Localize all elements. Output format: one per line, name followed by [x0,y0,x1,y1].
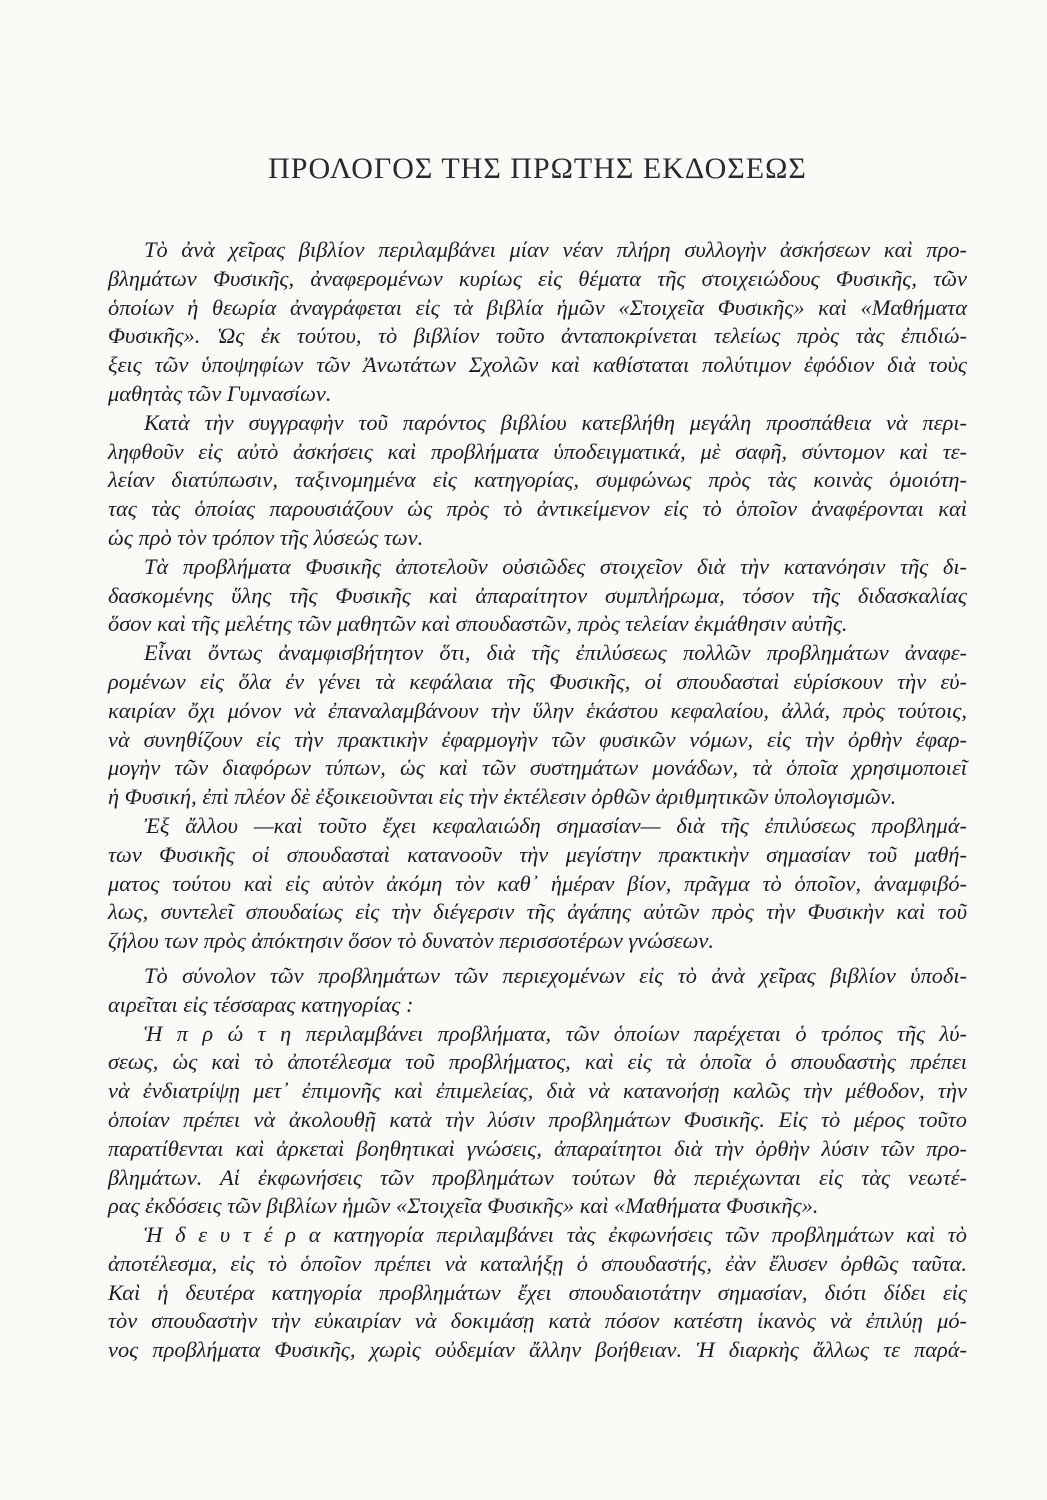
paragraph-line: σεως, ὡς καὶ τὸ ἀποτέλεσμα τοῦ προβλήματος, καὶ εἰς τὰ ὁποῖα ὁ σπουδαστὴς πρέπει [108,1049,967,1075]
paragraph-line: ἀποτέλεσμα, εἰς τὸ ὁποῖον πρέπει νὰ καταλήξῃ ὁ σπουδαστής, ἐὰν ἔλυσεν ὀρθῶς ταῦτα. [108,1250,967,1276]
paragraph [108,409,967,553]
paragraph-line: Ἐξ ἄλλου —καὶ τοῦτο ἔχει κεφαλαιώδη σημασίαν— διὰ τῆς ἐπιλύσεως προβλημά- [144,812,967,838]
paragraph-line: τας τὰς ὁποίας παρουσιάζουν ὡς πρὸς τὸ ἀντικείμενον εἰς τὸ ὁποῖον ἀναφέρονται καὶ [108,496,967,522]
paragraph [108,639,967,812]
paragraph-line: νος προβλήματα Φυσικῆς, χωρὶς οὐδεμίαν ἄλλην βοήθειαν. Ἡ διαρκὴς ἄλλως τε παρά- [108,1337,967,1363]
paragraph-line: ρας ἐκδόσεις τῶν βιβλίων ἡμῶν «Στοιχεῖα Φυσικῆς» καὶ «Μαθήματα Φυσικῆς». [108,1193,819,1219]
page-title: ΠΡΟΛΟΓΟΣ ΤΗΣ ΠΡΩΤΗΣ ΕΚΔΟΣΕΩΣ [268,152,807,185]
paragraph-line: Τὸ ἀνὰ χεῖρας βιβλίον περιλαμβάνει μίαν νέαν πλήρη συλλογὴν ἀσκήσεων καὶ προ- [144,237,967,262]
paragraph-line: Εἶναι ὄντως ἀναμφισβήτητον ὅτι, διὰ τῆς ἐπιλύσεως πολλῶν προβλημάτων ἀναφε- [144,640,967,666]
paragraph-line: τὸν σπουδαστὴν τὴν εὐκαιρίαν νὰ δοκιμάσῃ κατὰ πόσον κατέστη ἱκανὸς νὰ ἐπιλύῃ μό- [108,1308,967,1334]
paragraph [108,553,967,639]
paragraph-line: νὰ συνηθίζουν εἰς τὴν πρακτικὴν ἐφαρμογὴν τῶν φυσικῶν νόμων, εἰς τὴν ὀρθὴν ἐφαρ- [108,726,967,752]
paragraph-line: μογὴν τῶν διαφόρων τύπων, ὡς καὶ τῶν συστημάτων μονάδων, τὰ ὁποῖα χρησιμοποιεῖ [108,755,967,781]
paragraph [108,1221,967,1365]
paragraph-line: Τὰ προβλήματα Φυσικῆς ἀποτελοῦν οὐσιῶδες στοιχεῖον διὰ τὴν κατανόησιν τῆς δι- [144,553,967,579]
paragraph-line: δασκομένης ὕλης τῆς Φυσικῆς καὶ ἀπαραίτητον συμπλήρωμα, τόσον τῆς διδασκαλίας [108,582,967,608]
preface-body [108,236,967,1365]
paragraph-line: Ἡ π ρ ώ τ η περιλαμβάνει προβλήματα, τῶν ὁποίων παρέχεται ὁ τρόπος τῆς λύ- [144,1020,967,1046]
paragraph-line: ματος τούτου καὶ εἰς αὐτὸν ἀκόμη τὸν καθ᾽ ἡμέραν βίον, πρᾶγμα τὸ ὁποῖον, ἀναμφιβό- [108,870,967,896]
paragraph [108,1020,967,1222]
paragraph [108,812,967,956]
paragraph [108,962,967,1020]
paragraph-line: μαθητὰς τῶν Γυμνασίων. [108,380,332,406]
paragraph-line: ληφθοῦν εἰς αὐτὸ ἀσκήσεις καὶ προβλήματα ὑποδειγματικά, μὲ σαφῆ, σύντομον καὶ τε- [108,438,967,464]
paragraph-line: ὡς πρὸ τὸν τρόπον τῆς λύσεώς των. [108,524,424,550]
paragraph-line: ρομένων εἰς ὅλα ἐν γένει τὰ κεφάλαια τῆς Φυσικῆς, οἱ σπουδασταὶ εὑρίσκουν τὴν εὐ- [108,668,967,694]
paragraph-line: βλημάτων Φυσικῆς, ἀναφερομένων κυρίως εἰς θέματα τῆς στοιχειώδους Φυσικῆς, τῶν [108,265,967,291]
paragraph-line: ξεις τῶν ὑποψηφίων τῶν Ἀνωτάτων Σχολῶν καὶ καθίσταται πολύτιμον ἐφόδιον διὰ τοὺς [108,352,967,378]
paragraph-line: των Φυσικῆς οἱ σπουδασταὶ κατανοοῦν τὴν μεγίστην πρακτικὴν σημασίαν τοῦ μαθή- [108,841,967,867]
paragraph-line: ζήλου των πρὸς ἀπόκτησιν ὅσον τὸ δυνατὸν περισσοτέρων γνώσεων. [108,928,714,954]
paragraph-line: παρατίθενται καὶ ἀρκεταὶ βοηθητικαὶ γνώσεις, ἀπαραίτητοι διὰ τὴν ὀρθὴν λύσιν τῶν προ- [108,1135,967,1161]
paragraph-line: λως, συντελεῖ σπουδαίως εἰς τὴν διέγερσιν τῆς ἀγάπης αὐτῶν πρὸς τὴν Φυσικὴν καὶ τοῦ [108,899,967,925]
paragraph-line: Καὶ ἡ δευτέρα κατηγορία προβλημάτων ἔχει σπουδαιοτάτην σημασίαν, διότι δίδει εἰς [108,1279,967,1305]
paragraph-line: Φυσικῆς». Ὡς ἐκ τούτου, τὸ βιβλίον τοῦτο ἀνταποκρίνεται τελείως πρὸς τὰς ἐπιδιώ- [108,323,967,349]
paragraph-line: Ἡ δ ε υ τ έ ρ α κατηγορία περιλαμβάνει τὰς ἐκφωνήσεις τῶν προβλημάτων καὶ τὸ [144,1222,967,1248]
paragraph-line: βλημάτων. Αἱ ἐκφωνήσεις τῶν προβλημάτων τούτων θὰ περιέχωνται εἰς τὰς νεωτέ- [108,1164,967,1190]
paragraph-line: Τὸ σύνολον τῶν προβλημάτων τῶν περιεχομένων εἰς τὸ ἀνὰ χεῖρας βιβλίον ὑποδι- [144,962,967,988]
paragraph-line: Κατὰ τὴν συγγραφὴν τοῦ παρόντος βιβλίου κατεβλήθη μεγάλη προσπάθεια νὰ περι- [144,409,967,435]
paragraph-line: αιρεῖται εἰς τέσσαρας κατηγορίας : [108,991,414,1017]
paragraph-line: λείαν διατύπωσιν, ταξινομημένα εἰς κατηγορίας, συμφώνως πρὸς τὰς κοινὰς ὁμοιότη- [108,467,967,493]
paragraph-line: ὁποίαν πρέπει νὰ ἀκολουθῇ κατὰ τὴν λύσιν προβλημάτων Φυσικῆς. Εἰς τὸ μέρος τοῦτο [108,1106,967,1132]
paragraph-line: καιρίαν ὄχι μόνον νὰ ἐπαναλαμβάνουν τὴν ὕλην ἑκάστου κεφαλαίου, ἀλλά, πρὸς τούτοις, [108,697,967,723]
paragraph-line: νὰ ἐνδιατρίψῃ μετ᾽ ἐπιμονῆς καὶ ἐπιμελείας, διὰ νὰ κατανοήσῃ καλῶς τὴν μέθοδον, τὴν [108,1078,967,1104]
paragraph-line: ἡ Φυσική, ἐπὶ πλέον δὲ ἐξοικειοῦνται εἰς τὴν ἐκτέλεσιν ὀρθῶν ἀριθμητικῶν ὑπολογισμῶν. [108,784,897,810]
paragraph-line: ὅσον καὶ τῆς μελέτης τῶν μαθητῶν καὶ σπουδαστῶν, πρὸς τελείαν ἐκμάθησιν αὐτῆς. [108,611,848,637]
paragraph [108,236,967,409]
paragraph-line: ὁποίων ἡ θεωρία ἀναγράφεται εἰς τὰ βιβλία ἡμῶν «Στοιχεῖα Φυσικῆς» καὶ «Μαθήματα [108,294,967,320]
